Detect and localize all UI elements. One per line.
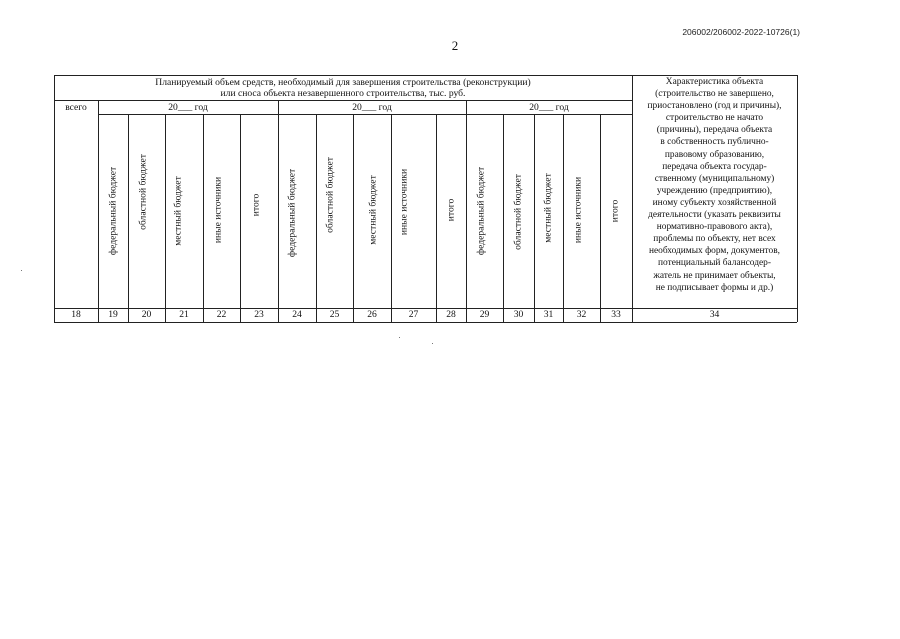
characteristic-line: иному субъекту хозяйственной xyxy=(652,197,777,208)
subcol-local-budget: местный бюджет xyxy=(172,176,184,246)
subcol-federal-budget: федеральный бюджет xyxy=(286,168,298,258)
column-number: 25 xyxy=(329,309,340,320)
column-number: 28 xyxy=(446,309,456,320)
col-divider xyxy=(165,114,166,322)
column-number: 23 xyxy=(254,309,264,320)
header-separator xyxy=(54,100,632,101)
planned-header-line2: или сноса объекта незавершенного строительства, тыс. руб. xyxy=(220,88,466,99)
subcol-federal-budget: федеральный бюджет xyxy=(475,166,487,256)
total-label: всего xyxy=(65,102,87,113)
document-id: 206002/206002-2022-10726(1) xyxy=(682,27,800,37)
characteristic-line: строительство не начато xyxy=(665,113,764,124)
characteristic-line: (строительство не завершено, xyxy=(655,89,774,100)
year-separator xyxy=(98,114,632,115)
subcol-regional-budget: областной бюджет xyxy=(512,174,524,250)
year-label: 20___ год xyxy=(352,102,392,113)
column-number: 26 xyxy=(367,309,377,320)
subcol-total: итого xyxy=(250,193,262,217)
scan-speck xyxy=(399,337,400,338)
characteristic-line: учреждению (предприятию), xyxy=(656,185,773,196)
col-divider xyxy=(600,114,601,322)
characteristic-line: не подписывает формы и др.) xyxy=(655,282,774,293)
subcol-other-sources: иные источники xyxy=(212,176,224,244)
column-number: 32 xyxy=(576,309,587,320)
year-label: 20___ год xyxy=(168,102,208,113)
characteristic-line: Характеристика объекта xyxy=(665,77,764,87)
col-divider xyxy=(466,100,467,322)
subcol-total: итого xyxy=(445,198,457,222)
characteristic-line: жатель не принимает объекты, xyxy=(653,270,776,281)
column-number: 24 xyxy=(292,309,302,320)
characteristic-line: приостановлено (год и причины), xyxy=(647,101,782,112)
column-number: 31 xyxy=(543,309,554,320)
column-number: 34 xyxy=(709,309,720,320)
col-divider xyxy=(534,114,535,322)
planned-header-line1: Планируемый объем средств, необходимый для завершения строительства (реконструкции) xyxy=(155,77,531,88)
subcol-other-sources: иные источники xyxy=(572,176,584,244)
col-divider xyxy=(98,100,99,322)
characteristic-line: правовому образованию, xyxy=(664,149,765,160)
subcol-total: итого xyxy=(609,199,621,223)
col-divider xyxy=(278,100,279,322)
characteristic-line: ственному (муниципальному) xyxy=(654,173,775,184)
characteristic-line: (причины), передача объекта xyxy=(656,125,773,136)
subcol-local-budget: местный бюджет xyxy=(367,175,379,245)
column-number: 27 xyxy=(408,309,419,320)
characteristic-line: проблемы по объекту, нет всех xyxy=(653,234,776,245)
col-divider xyxy=(316,114,317,322)
col-divider xyxy=(503,114,504,322)
column-number: 20 xyxy=(141,309,152,320)
subcol-local-budget: местный бюджет xyxy=(542,173,554,243)
column-number: 18 xyxy=(71,309,81,320)
page-number: 2 xyxy=(451,38,459,53)
subcol-federal-budget: федеральный бюджет xyxy=(107,166,119,256)
scan-speck xyxy=(432,343,433,344)
characteristic-header xyxy=(632,76,797,294)
subcol-other-sources: иные источники xyxy=(398,168,410,236)
column-number: 33 xyxy=(611,309,621,320)
year-label: 20___ год xyxy=(529,102,569,113)
scan-speck xyxy=(21,270,22,271)
subcol-regional-budget: областной бюджет xyxy=(137,154,149,230)
col-divider xyxy=(353,114,354,322)
col-divider xyxy=(128,114,129,322)
characteristic-line: нормативно-правового акта), xyxy=(656,222,773,233)
table-bottom-border xyxy=(54,322,797,323)
table-right-border xyxy=(797,75,798,322)
subcol-regional-budget: областной бюджет xyxy=(324,157,336,233)
col-divider xyxy=(563,114,564,322)
col-divider xyxy=(240,114,241,322)
column-number: 29 xyxy=(479,309,490,320)
characteristic-line: необходимых форм, документов, xyxy=(649,246,780,257)
characteristic-line: передача объекта государ- xyxy=(662,161,767,172)
characteristic-line: в собственность публично- xyxy=(660,137,769,148)
characteristic-line: деятельности (указать реквизиты xyxy=(648,210,781,221)
column-number: 22 xyxy=(216,309,227,320)
col-divider xyxy=(436,114,437,322)
col-divider xyxy=(391,114,392,322)
characteristic-line: потенциальный балансодер- xyxy=(658,258,771,269)
column-number: 30 xyxy=(513,309,524,320)
column-number: 19 xyxy=(108,309,118,320)
col-divider xyxy=(203,114,204,322)
column-number: 21 xyxy=(179,309,189,320)
